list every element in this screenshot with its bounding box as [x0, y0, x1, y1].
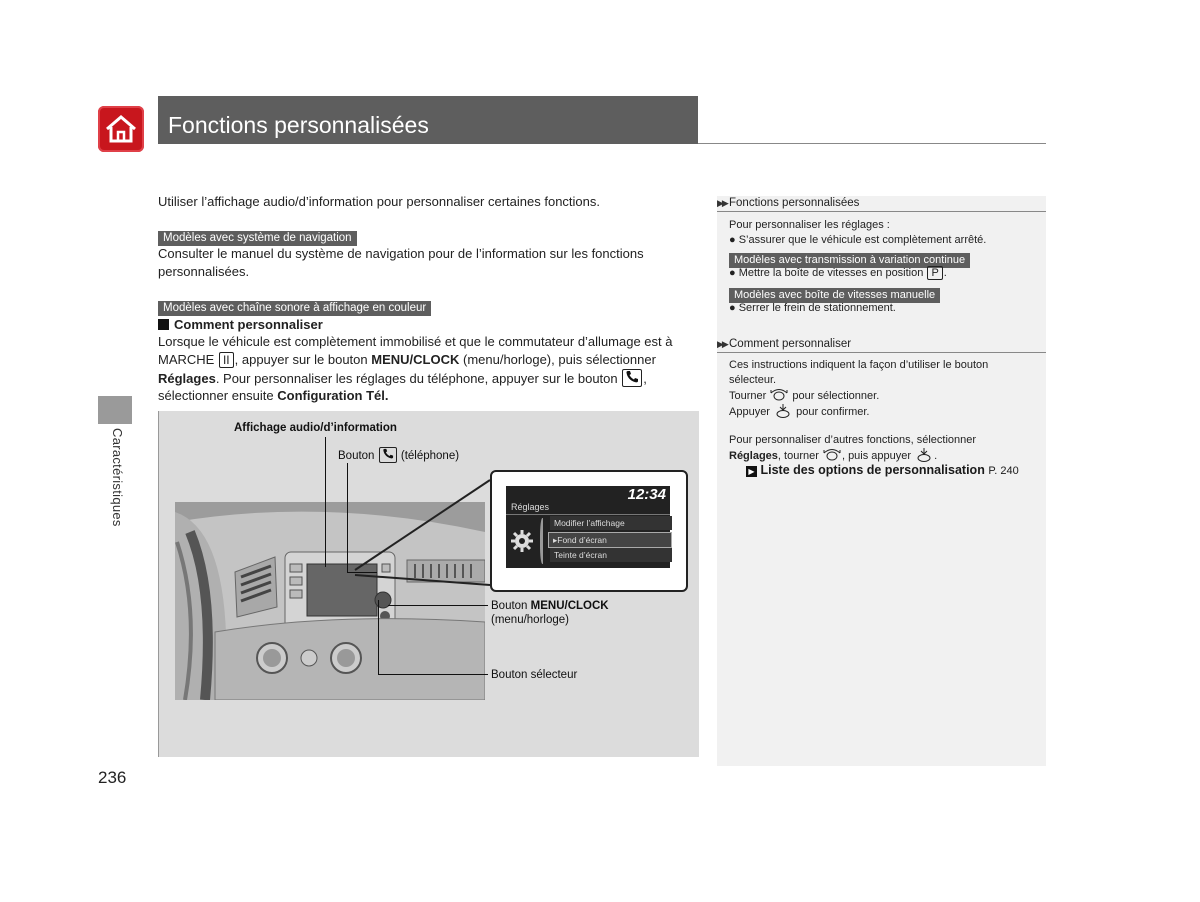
screen-menu-item-0[interactable]: Modifier l’affichage — [550, 516, 672, 530]
note-text-6: Réglages, tourner , puis appuyer . — [729, 450, 938, 462]
manual-models-tag: Modèles avec boîte de vitesses manuelle — [729, 288, 940, 303]
note-text-4: Appuyer pour confirmer. — [729, 406, 870, 418]
home-button[interactable] — [98, 106, 144, 152]
leader-phone — [347, 463, 348, 573]
intro-text: Utiliser l’affichage audio/d’information pour personnaliser certaines fonctions. — [158, 194, 600, 209]
note-heading-2: ▶▶ Comment personnaliser — [717, 338, 1046, 353]
press-knob-icon — [914, 448, 934, 462]
nav-text-1: Consulter le manuel du système de navigation pour de l’information sur les fonctions — [158, 246, 644, 261]
leader-phone-h — [347, 572, 377, 573]
note-text-2: sélecteur. — [729, 374, 777, 386]
screen-clock: 12:34 — [627, 486, 666, 503]
nav-text-2: personnalisées. — [158, 264, 250, 279]
note-intro: Pour personnaliser les réglages : — [729, 219, 890, 231]
para-line-3: Réglages. Pour personnaliser les réglages du téléphone, appuyer sur le bouton , — [158, 371, 647, 386]
page-title: Fonctions personnalisées — [168, 112, 429, 138]
double-arrow-icon: ▶▶ — [717, 198, 727, 208]
screen-menu-item-2[interactable]: Teinte d’écran — [550, 548, 672, 562]
note-bullet-1: ● S’assurer que le véhicule est complètement arrêté. — [729, 234, 987, 246]
title-divider — [698, 143, 1046, 144]
rotate-knob-icon — [769, 388, 789, 401]
label-selector: Bouton sélecteur — [491, 669, 578, 681]
note-bullet-2: ● Mettre la boîte de vitesses en position P . — [729, 267, 947, 279]
ignition-key-icon: II — [219, 352, 234, 368]
para-line-4: sélectionner ensuite Configuration Tél. — [158, 388, 389, 403]
park-key-icon: P — [927, 266, 942, 280]
note-heading-1: ▶▶ Fonctions personnalisées — [717, 197, 1046, 212]
square-bullet-icon — [158, 319, 169, 330]
page-number: 236 — [98, 768, 127, 787]
link-arrow-icon: ▶ — [746, 466, 757, 477]
screen-title: Réglages — [511, 502, 550, 512]
double-arrow-icon: ▶▶ — [717, 339, 727, 349]
customization-list-link[interactable]: ▶ Liste des options de personnalisation P. 240 — [746, 463, 1019, 477]
section-tab[interactable] — [98, 396, 132, 424]
settings-screen — [506, 486, 670, 568]
label-menu-button: Bouton MENU/CLOCK (menu/horloge) — [491, 600, 609, 626]
nav-models-tag: Modèles avec système de navigation — [158, 231, 357, 246]
home-icon — [104, 114, 138, 144]
note-bullet-3: ● Serrer le frein de stationnement. — [729, 302, 896, 314]
howto-heading: Comment personnaliser — [158, 316, 323, 334]
label-phone-button: Bouton (téléphone) — [338, 447, 459, 463]
note-text-1: Ces instructions indiquent la façon d’utiliser le bouton — [729, 359, 989, 371]
label-display: Affichage audio/d’information — [234, 422, 397, 434]
leader-selector-v — [378, 600, 379, 675]
leader-selector — [378, 674, 488, 675]
cvt-models-tag: Modèles avec transmission à variation continue — [729, 253, 970, 268]
screen-menu-item-1[interactable]: ▸Fond d’écran — [548, 532, 672, 548]
gear-icon — [509, 528, 535, 554]
rotate-knob-icon — [822, 448, 842, 461]
leader-menu — [388, 605, 488, 606]
para-line-2: MARCHE II , appuyer sur le bouton MENU/CLOCK (menu/horloge), puis sélectionner — [158, 352, 656, 367]
phone-icon — [622, 369, 642, 387]
note-text-5: Pour personnaliser d’autres fonctions, sélectionner — [729, 434, 977, 446]
section-label: Caractéristiques — [110, 428, 125, 527]
phone-icon — [379, 447, 397, 463]
note-text-3: Tourner pour sélectionner. — [729, 390, 880, 402]
press-knob-icon — [773, 404, 793, 418]
color-models-tag: Modèles avec chaîne sonore à affichage en couleur — [158, 301, 431, 316]
notes-sidebar — [717, 196, 1046, 766]
para-line-1: Lorsque le véhicule est complètement immobilisé et que le commutateur d’allumage est à — [158, 334, 673, 349]
leader-display — [325, 437, 326, 567]
